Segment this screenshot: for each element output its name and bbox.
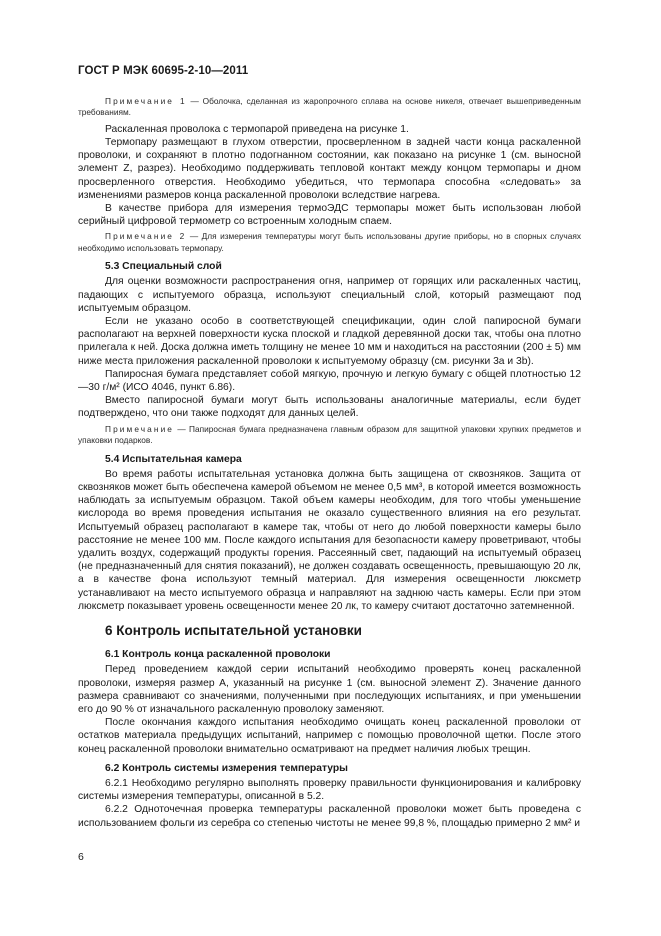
page-body (78, 93, 581, 830)
paragraph: Папиросная бумага представляет собой мягкую, прочную и легкую бумагу с общей плотностью 12—30 г/м² (ИСО 4046, пункт 6.86). (78, 368, 581, 394)
paragraph: Во время работы испытательная установка должна быть защищена от сквозняков. Защита от сквозняков может быть обеспечена камерой объемом не менее 0,5 мм³, в которой имеется возможность наблюдать за испытуемым образцом. Такой объем камеры необходим, для того чтобы уменьшение кислорода во время проведения испытания не оказало существенного влияния на его результат. Испытуемый образец располагают в камере так, чтобы от него до любой поверхности камеры было расстояние не менее 100 мм. После каждого испытания для безопасности камеру проветривают, чтобы удалить воздух, содержащий продукты горения. Рассеянный свет, падающий на испытуемый образец (не предназначенный для снятия показаний), не должен создавать освещенность, превышающую 20 лк, а в качестве фона используют темный материал. Для измерения освещенности люксметр устанавливают на место испытуемого образца и направляют на заднюю часть камеры. Если при этом люксметр показывает уровень освещенности менее 20 лк, то камеру считают достаточно затемненной. (78, 468, 581, 612)
paragraph: Для оценки возможности распространения огня, например от горящих или раскаленных частиц, падающих с испытуемого образца, используют специальный слой, который размещают под испытуемым образцом. (78, 276, 581, 314)
document-header: ГОСТ Р МЭК 60695-2-10—2011 (78, 65, 249, 77)
note-text: — Оболочка, сделанная из жаропрочного сплава на основе никеля, отвечает вышеприведенным требованиям. (78, 96, 581, 118)
section-heading-6-1: 6.1 Контроль конца раскаленной проволоки (105, 649, 331, 661)
note-3 (78, 424, 581, 447)
paragraph: Вместо папиросной бумаги могут быть использованы аналогичные материалы, если будет подтверждено, что они также подходят для данных целей. (78, 395, 581, 420)
page-number: 6 (78, 851, 84, 863)
paragraph: 6.2.2 Одноточечная проверка температуры раскаленной проволоки может быть проведена с использованием фольги из серебра со степенью чистоты не менее 99,8 %, площадью примерно 2 мм² и (78, 804, 581, 829)
paragraph: Термопару размещают в глухом отверстии, просверленном в задней части конца раскаленной проволоки, и сохраняют в плотно подогнанном состоянии, как показано на рисунке 1 (см. выносной элемент Z, разрез). Необходимо поддерживать тепловой контакт между концом термопары и дном просверленного отверстия. Необходимо убедиться, что термопара способна «следовать» за изменениями размеров конца раскаленной проволоки вследствие нагрева. (78, 137, 581, 201)
section-heading-6-2: 6.2 Контроль системы измерения температуры (105, 762, 348, 774)
note-label: Примечание (105, 423, 175, 434)
note-label: Примечание 2 (105, 231, 187, 242)
note-text: — Папиросная бумага предназначена главным образом для защитной упаковки хрупких предметов и упаковки подарков. (78, 423, 581, 446)
section-heading-5-4: 5.4 Испытательная камера (105, 453, 242, 465)
chapter-heading-6: 6 Контроль испытательной установки (105, 622, 362, 638)
section-heading-5-3: 5.3 Специальный слой (105, 261, 222, 273)
paragraph: Раскаленная проволока с термопарой приведена на рисунке 1. (105, 123, 409, 135)
note-label: Примечание 1 (105, 96, 187, 106)
note-text: — Для измерения температуры могут быть использованы другие приборы, но в спорных случаях необходимо использовать термопару. (78, 231, 581, 253)
paragraph: Перед проведением каждой серии испытаний необходимо проверять конец раскаленной проволоки, измеряя размер A, указанный на рисунке 1 (см. выносной элемент Z). Значение данного размера сравнивают со значениями, полученными при последующих испытаниях, и при уменьшении его до 90 % от изначального раскаленную проволоку заменяют. (78, 664, 581, 715)
paragraph: После окончания каждого испытания необходимо очищать конец раскаленной проволоки от остатков материала предыдущих испытаний, например с помощью проволочной щетки. После этого конец раскаленной проволоки внимательно осматривают на предмет наличия любых трещин. (78, 717, 581, 755)
paragraph: Если не указано особо в соответствующей спецификации, один слой папиросной бумаги располагают на верхней поверхности куска плоской и гладкой деревянной доски так, чтобы она плотно прилегала к ней. Доска должна иметь толщину не менее 10 мм и находиться на расстоянии (200 ± 5) мм ниже места приложения раскаленной проволоки к испытуемому образцу (см. рисунки 3a и 3b). (78, 316, 581, 367)
paragraph: В качестве прибора для измерения термоЭДС термопары может быть использован любой серийный цифровой термометр со встроенным холодным спаем. (78, 203, 581, 228)
note-2 (78, 231, 581, 254)
note-1 (78, 96, 581, 119)
paragraph: 6.2.1 Необходимо регулярно выполнять проверку правильности функционирования и калибровку системы измерения температуры, описанной в 5.2. (78, 777, 581, 803)
